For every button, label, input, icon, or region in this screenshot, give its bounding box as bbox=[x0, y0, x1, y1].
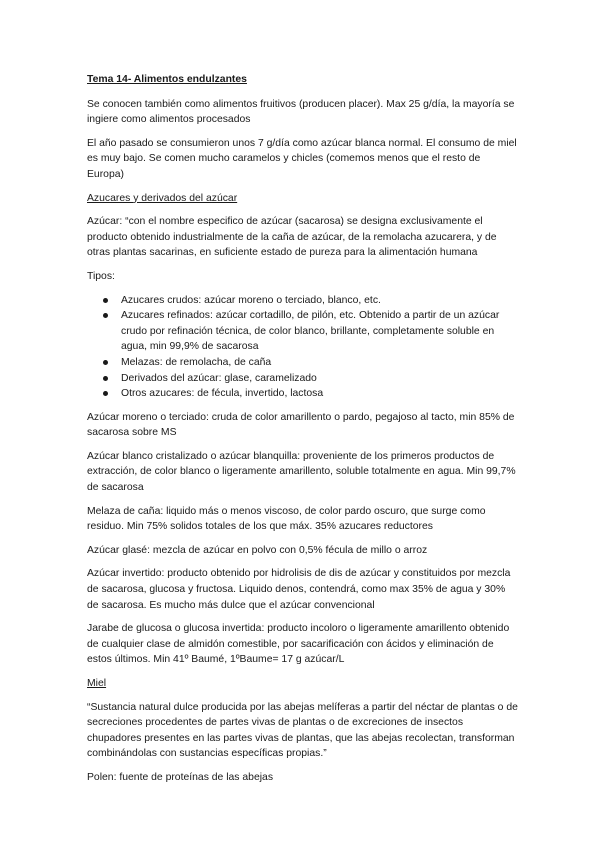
list-item-text: Otros azucares: de fécula, invertido, lactosa bbox=[121, 388, 324, 400]
bullet-icon bbox=[103, 376, 108, 381]
list-item bbox=[121, 293, 519, 309]
list-item-text: Azucares crudos: azúcar moreno o terciado, blanco, etc. bbox=[121, 294, 381, 306]
bullet-icon bbox=[103, 391, 108, 396]
bullet-icon bbox=[103, 298, 108, 303]
intro-paragraph: Se conocen también como alimentos fruitivos (producen placer). Max 25 g/día, la mayoría se ingiere como alimentos procesados bbox=[87, 98, 515, 126]
polen-paragraph: Polen: fuente de proteínas de las abejas bbox=[87, 771, 274, 783]
azucar-definition: Azúcar: “con el nombre especifico de azúcar (sacarosa) se designa exclusivamente el producto obtenido industrialmente de la caña de azúcar, de la remolacha azucarera, y de otras plantas sacarinas, en suficiente estado de pureza para la alimentación humana bbox=[87, 216, 497, 259]
list-item bbox=[121, 355, 519, 371]
type-paragraph: Azúcar moreno o terciado: cruda de color amarillento o pardo, pegajoso al tacto, min 85% de sacarosa sobre MS bbox=[87, 411, 515, 439]
list-item bbox=[121, 386, 519, 402]
type-paragraph: Jarabe de glucosa o glucosa invertida: producto incoloro o ligeramente amarillento obtenido de cualquier clase de almidón comestible, por sacarificación con ácidos y eliminación de estos últimos. Min 41º Baumé, 1ºBaume= 17 g azúcar/L bbox=[87, 623, 510, 666]
section-heading-miel: Miel bbox=[87, 678, 107, 689]
list-item bbox=[121, 308, 519, 355]
tipos-list bbox=[87, 293, 519, 402]
document-title: Tema 14- Alimentos endulzantes bbox=[87, 74, 247, 85]
type-paragraph: Melaza de caña: liquido más o menos viscoso, de color pardo oscuro, que surge como residuo. Min 75% solidos totales de los que máx. 35% azucares reductores bbox=[87, 505, 486, 533]
list-item-text: Azucares refinados: azúcar cortadillo, de pilón, etc. Obtenido a partir de un azúcar crudo por refinación técnica, de color blanco, brillante, completamente soluble en agua, min 99,9% de sacarosa bbox=[121, 310, 500, 353]
type-paragraph: Azúcar glasé: mezcla de azúcar en polvo con 0,5% fécula de millo o arroz bbox=[87, 544, 428, 556]
bullet-icon bbox=[103, 360, 108, 365]
list-item bbox=[121, 371, 519, 387]
type-paragraph: Azúcar blanco cristalizado o azúcar blanquilla: proveniente de los primeros productos de extracción, de color blanco o ligeramente amarillento, soluble totalmente en agua. Min 99,7% de sacarosa bbox=[87, 450, 516, 494]
intro-paragraph: El año pasado se consumieron unos 7 g/día como azúcar blanca normal. El consumo de miel es muy bajo. Se comen mucho caramelos y chicles (comemos menos que el resto de Europa) bbox=[87, 137, 517, 180]
bullet-icon bbox=[103, 313, 108, 318]
list-item-text: Derivados del azúcar: glase, caramelizado bbox=[121, 372, 317, 384]
list-item-text: Melazas: de remolacha, de caña bbox=[121, 356, 272, 368]
tipos-label: Tipos: bbox=[87, 270, 115, 282]
miel-definition: “Sustancia natural dulce producida por las abejas melíferas a partir del néctar de plantas o de secreciones procedentes de partes vivas de plantas o de excreciones de insectos chupadores presentes en las partes vivas de plantas, que las abejas recolectan, transforman combinándolas con sustancias específicas propias.” bbox=[87, 701, 518, 760]
section-heading-azucares: Azucares y derivados del azúcar bbox=[87, 192, 238, 204]
type-paragraph: Azúcar invertido: producto obtenido por hidrolisis de dis de azúcar y constituidos por mezcla de sacarosa, glucosa y fructosa. Liquido denos, contendrá, como max 35% de agua y 30% de sacarosa. Es mucho más dulce que el azúcar convencional bbox=[87, 568, 511, 611]
